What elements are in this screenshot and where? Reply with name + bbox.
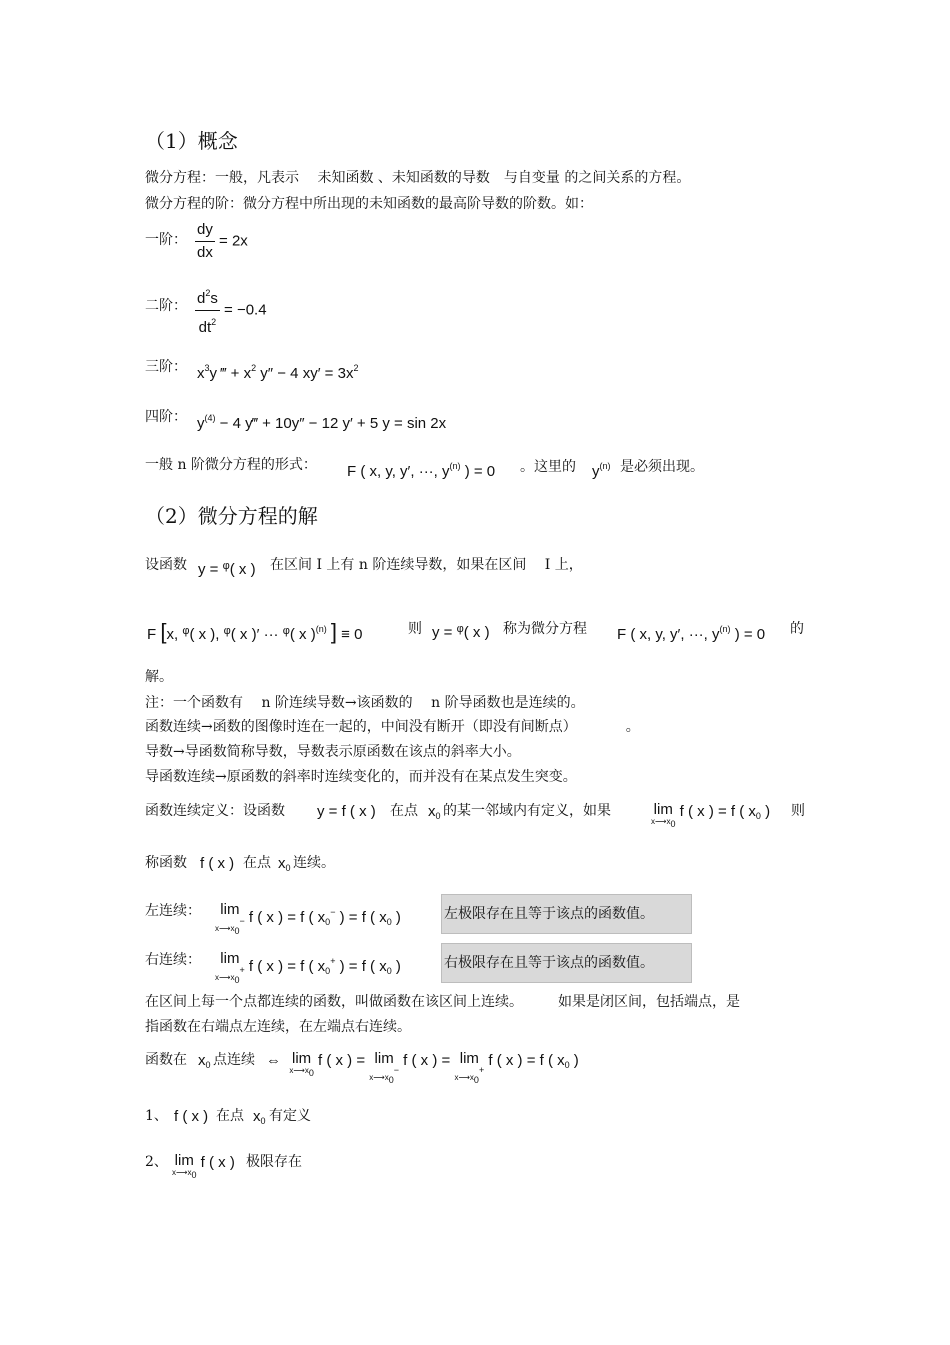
solution-of: 的: [790, 621, 804, 637]
left-continuity-label: 左连续：: [145, 903, 201, 919]
note-line-4: 导函数连续→原函数的斜率时连续变化的，而并没有在某点发生突变。: [145, 769, 577, 785]
continuity-def-fx: f ( x ): [200, 855, 235, 872]
right-continuity-label: 右连续：: [145, 952, 201, 968]
continuity-def-6: 在点: [243, 855, 271, 871]
solution-condition-equation: F [x, $^\varphi$( x ), $^\varphi$( x )′ ··· $^\varphi$( x )$^{(n)}$ ] ≡ 0: [147, 619, 363, 644]
section-heading-solution: （2）微分方程的解: [145, 504, 318, 528]
continuity-def-7: 连续。: [293, 855, 335, 871]
point-continuity-equation: ⇔ lim $x⟶x_0$ f ( x ) = lim $x⟶x_0^-$ f ( x ) = lim $x⟶x_0^+$ f ( x ) = f ( $x_0$ ): [266, 1050, 579, 1085]
general-form-yn: $y^{(n)}$: [592, 461, 611, 480]
general-form-end: 是必须出现。: [620, 459, 704, 475]
condition-1-number: 1、: [145, 1108, 168, 1124]
solution-de-equation: F ( x, y, y′, ···, $y^{(n)}$ ) = 0: [617, 624, 766, 643]
general-form-tail: 。这里的: [520, 459, 576, 475]
interval-continuity-2: 指函数在右端点左连续，在左端点右连续。: [145, 1019, 411, 1035]
solution-then: 则: [408, 621, 422, 637]
right-continuity-equation: lim $x⟶x_0^+$ f ( x ) = f ( $x_0^+$ ) = f ( $x_0$ ): [215, 950, 401, 985]
condition-1-b: 有定义: [269, 1108, 311, 1124]
note-line-2: 函数连续→函数的图像时连在一起的，中间没有断开（即没有间断点） 。: [145, 719, 640, 735]
continuity-def-3: 的某一邻域内有定义，如果: [443, 803, 611, 819]
general-form-label: 一般 n 阶微分方程的形式：: [145, 457, 317, 473]
order4-label: 四阶：: [145, 409, 187, 425]
continuity-def-function: y = f ( x ): [317, 803, 376, 820]
general-form-equation: F ( x, y, y′, ···, $y^{(n)}$ ) = 0: [347, 461, 496, 480]
continuity-def-limit: lim $x⟶x_0$ f ( x ) = f ( $x_0$ ): [651, 801, 771, 829]
solution-intro-1: 设函数: [145, 557, 187, 573]
continuity-def-1: 函数连续定义：设函数: [145, 803, 285, 819]
interval-continuity-1: 在区间上每一个点都连续的函数，叫做函数在该区间上连续。 如果是闭区间，包括端点，是: [145, 994, 740, 1010]
condition-1-x0: $x_0$: [253, 1108, 266, 1126]
order4-equation: $y^{(4)} - 4$ y‴ + 10y″ − 12 y′ + 5 y = sin 2x: [197, 413, 447, 432]
order3-equation: $x^3y$ ‴ + $x^2$ y″ − 4 $xy' = 3x^2$: [197, 363, 359, 382]
order-definition-paragraph: 微分方程的阶：微分方程中所出现的未知函数的最高阶导数的阶数。如：: [145, 196, 593, 212]
solution-called: 称为微分方程: [503, 621, 587, 637]
point-continuity-x0: $x_0$: [198, 1052, 211, 1070]
condition-2-number: 2、: [145, 1154, 168, 1170]
section-heading-concept: （1）概念: [145, 129, 238, 153]
condition-2-a: 极限存在: [246, 1154, 302, 1170]
solution-y-phi: y = $^\varphi$( x ): [432, 623, 490, 641]
note-line-3: 导数→导函数简称导数，导数表示原函数在该点的斜率大小。: [145, 744, 521, 760]
left-continuity-note: 左极限存在且等于该点的函数值。: [441, 894, 692, 934]
order1-label: 一阶：: [145, 232, 187, 248]
definition-paragraph: 微分方程：一般，凡表示 未知函数 、未知函数的导数 与自变量 的之间关系的方程。: [145, 170, 691, 186]
solution-intro-2: 在区间 I 上有 n 阶连续导数，如果在区间 I 上，: [270, 557, 583, 573]
point-continuity-1: 函数在: [145, 1052, 187, 1068]
order3-label: 三阶：: [145, 359, 187, 375]
solution-function: y = $^\varphi$( x ): [198, 560, 256, 578]
order1-equation: $\frac{dy}{dx}$ = 2x: [197, 221, 248, 261]
continuity-def-4: 则: [791, 803, 805, 819]
point-continuity-2: 点连续: [213, 1052, 255, 1068]
condition-1-a: 在点: [216, 1108, 244, 1124]
left-continuity-equation: lim $x⟶x_0^-$ f ( x ) = f ( $x_0^-$ ) = f ( $x_0$ ): [215, 901, 401, 936]
order2-label: 二阶：: [145, 298, 187, 314]
solution-jie: 解。: [145, 669, 173, 685]
note-line-1: 注：一个函数有 n 阶连续导数→该函数的 n 阶导函数也是连续的。: [145, 695, 585, 711]
continuity-def-5: 称函数: [145, 855, 187, 871]
condition-1-fx: f ( x ): [174, 1108, 209, 1125]
order2-equation: $\frac{d^2s}{dt^2}$ = −0.4: [197, 288, 267, 336]
continuity-def-x0-2: $x_0$: [278, 855, 291, 873]
continuity-def-2: 在点: [390, 803, 418, 819]
right-continuity-note: 右极限存在且等于该点的函数值。: [441, 943, 692, 983]
condition-2-limit: lim $x⟶x_0$ f ( x ): [172, 1152, 235, 1180]
continuity-def-x0: $x_0$: [428, 803, 441, 821]
